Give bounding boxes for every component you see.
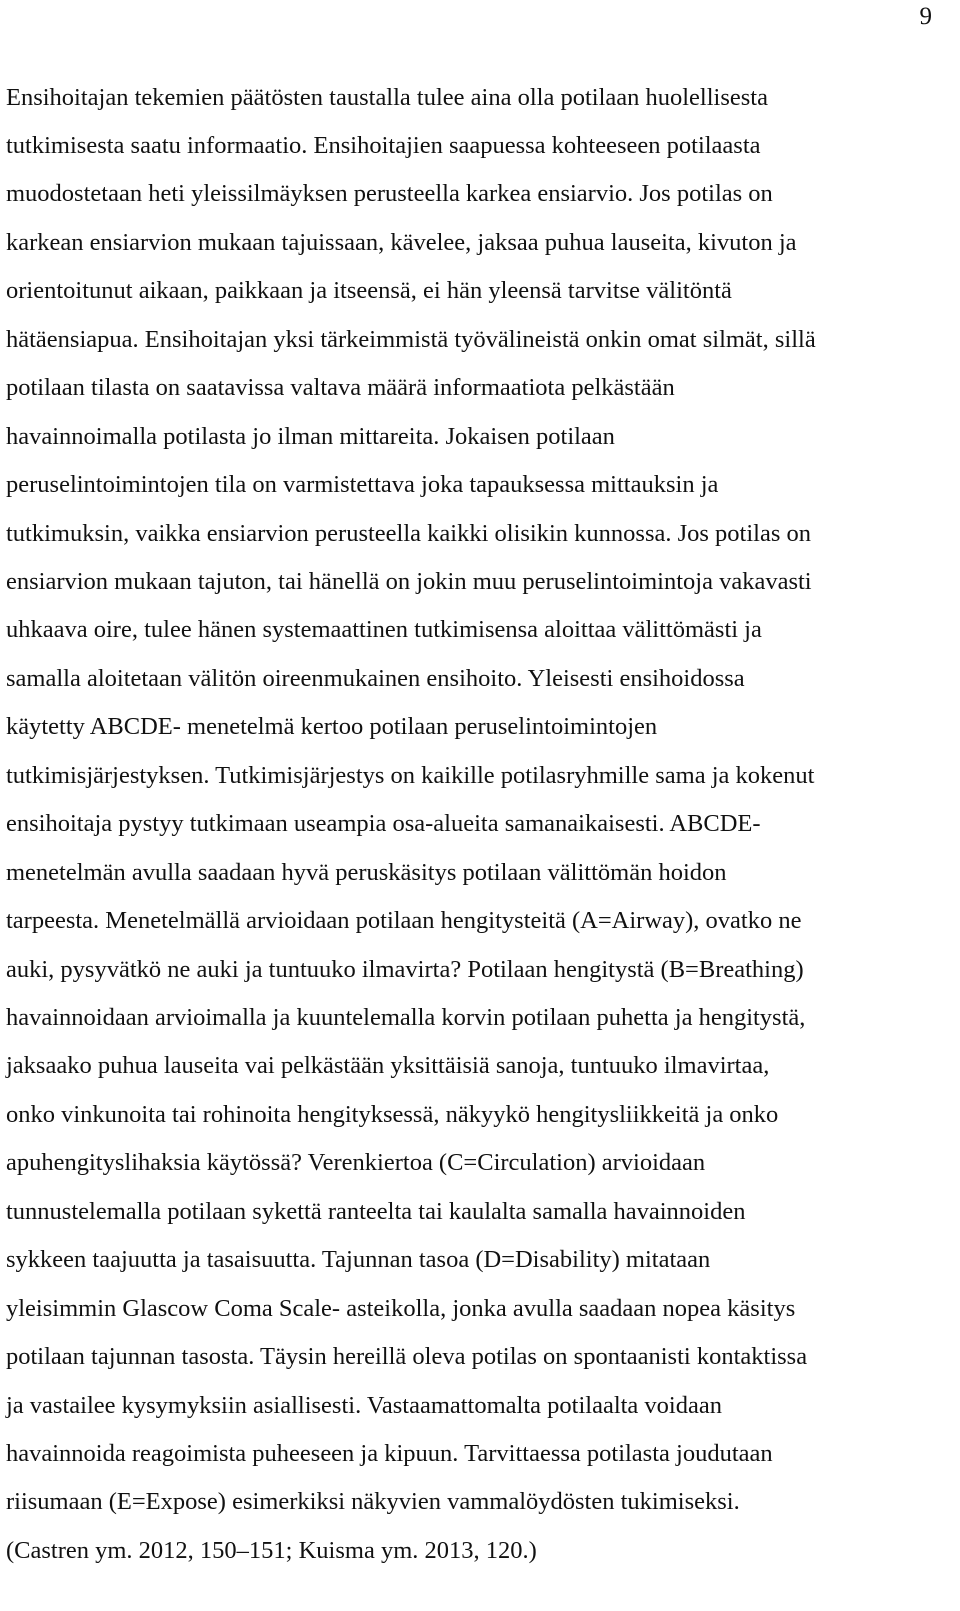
text-line: tunnustelemalla potilaan sykettä ranteelta tai kaulalta samalla havainnoiden: [6, 1198, 746, 1225]
text-line: jaksaako puhua lauseita vai pelkästään yksittäisiä sanoja, tuntuuko ilmavirtaa,: [6, 1052, 770, 1079]
text-line: auki, pysyvätkö ne auki ja tuntuuko ilmavirta? Potilaan hengitystä (B=Breathing): [6, 956, 804, 983]
text-line: tutkimisjärjestyksen. Tutkimisjärjestys on kaikille potilasryhmille sama ja kokenut: [6, 762, 815, 789]
text-line: havainnoidaan arvioimalla ja kuuntelemalla korvin potilaan puhetta ja hengitystä,: [6, 1004, 806, 1031]
text-line: uhkaava oire, tulee hänen systemaattinen tutkimisensa aloittaa välittömästi ja: [6, 616, 762, 643]
text-line: menetelmän avulla saadaan hyvä peruskäsitys potilaan välittömän hoidon: [6, 859, 727, 886]
text-line: hätäensiapua. Ensihoitajan yksi tärkeimmistä työvälineistä onkin omat silmät, sillä: [6, 326, 816, 353]
text-line: peruselintoimintojen tila on varmistettava joka tapauksessa mittauksin ja: [6, 471, 719, 498]
text-line: samalla aloitetaan välitön oireenmukainen ensihoito. Yleisesti ensihoidossa: [6, 665, 745, 692]
text-line: onko vinkunoita tai rohinoita hengityksessä, näkyykö hengitysliikkeitä ja onko: [6, 1101, 779, 1128]
page-number: 9: [919, 3, 932, 30]
text-line: potilaan tajunnan tasosta. Täysin hereillä oleva potilas on spontaanisti kontaktissa: [6, 1343, 808, 1370]
text-line: käytetty ABCDE- menetelmä kertoo potilaan peruselintoimintojen: [6, 713, 658, 740]
text-line: havainnoimalla potilasta jo ilman mittareita. Jokaisen potilaan: [6, 423, 615, 450]
text-line: muodostetaan heti yleissilmäyksen perusteella karkea ensiarvio. Jos potilas on: [6, 180, 773, 207]
text-line: havainnoida reagoimista puheeseen ja kipuun. Tarvittaessa potilasta joudutaan: [6, 1440, 773, 1467]
text-line: karkean ensiarvion mukaan tajuissaan, kävelee, jaksaa puhua lauseita, kivuton ja: [6, 229, 797, 256]
text-line: apuhengityslihaksia käytössä? Verenkiertoa (C=Circulation) arvioidaan: [6, 1149, 706, 1176]
text-line: orientoitunut aikaan, paikkaan ja itseensä, ei hän yleensä tarvitse välitöntä: [6, 277, 732, 304]
text-line: ensihoitaja pystyy tutkimaan useampia osa-alueita samanaikaisesti. ABCDE-: [6, 810, 761, 837]
text-line: potilaan tilasta on saatavissa valtava määrä informaatiota pelkästään: [6, 374, 675, 401]
text-line: sykkeen taajuutta ja tasaisuutta. Tajunnan tasoa (D=Disability) mitataan: [6, 1246, 711, 1273]
text-line: ensiarvion mukaan tajuton, tai hänellä on jokin muu peruselintoimintoja vakavasti: [6, 568, 812, 595]
text-line: yleisimmin Glascow Coma Scale- asteikolla, jonka avulla saadaan nopea käsitys: [6, 1295, 796, 1322]
text-line: (Castren ym. 2012, 150–151; Kuisma ym. 2013, 120.): [6, 1537, 537, 1564]
text-line: Ensihoitajan tekemien päätösten taustalla tulee aina olla potilaan huolellisesta: [6, 84, 768, 111]
text-line: tarpeesta. Menetelmällä arvioidaan potilaan hengitysteitä (A=Airway), ovatko ne: [6, 907, 802, 934]
text-line: tutkimuksin, vaikka ensiarvion perusteella kaikki olisikin kunnossa. Jos potilas on: [6, 520, 812, 547]
text-line: tutkimisesta saatu informaatio. Ensihoitajien saapuessa kohteeseen potilaasta: [6, 132, 761, 159]
text-line: ja vastailee kysymyksiin asiallisesti. Vastaamattomalta potilaalta voidaan: [6, 1392, 722, 1419]
text-line: riisumaan (E=Expose) esimerkiksi näkyvien vammalöydösten tukimiseksi.: [6, 1488, 740, 1515]
